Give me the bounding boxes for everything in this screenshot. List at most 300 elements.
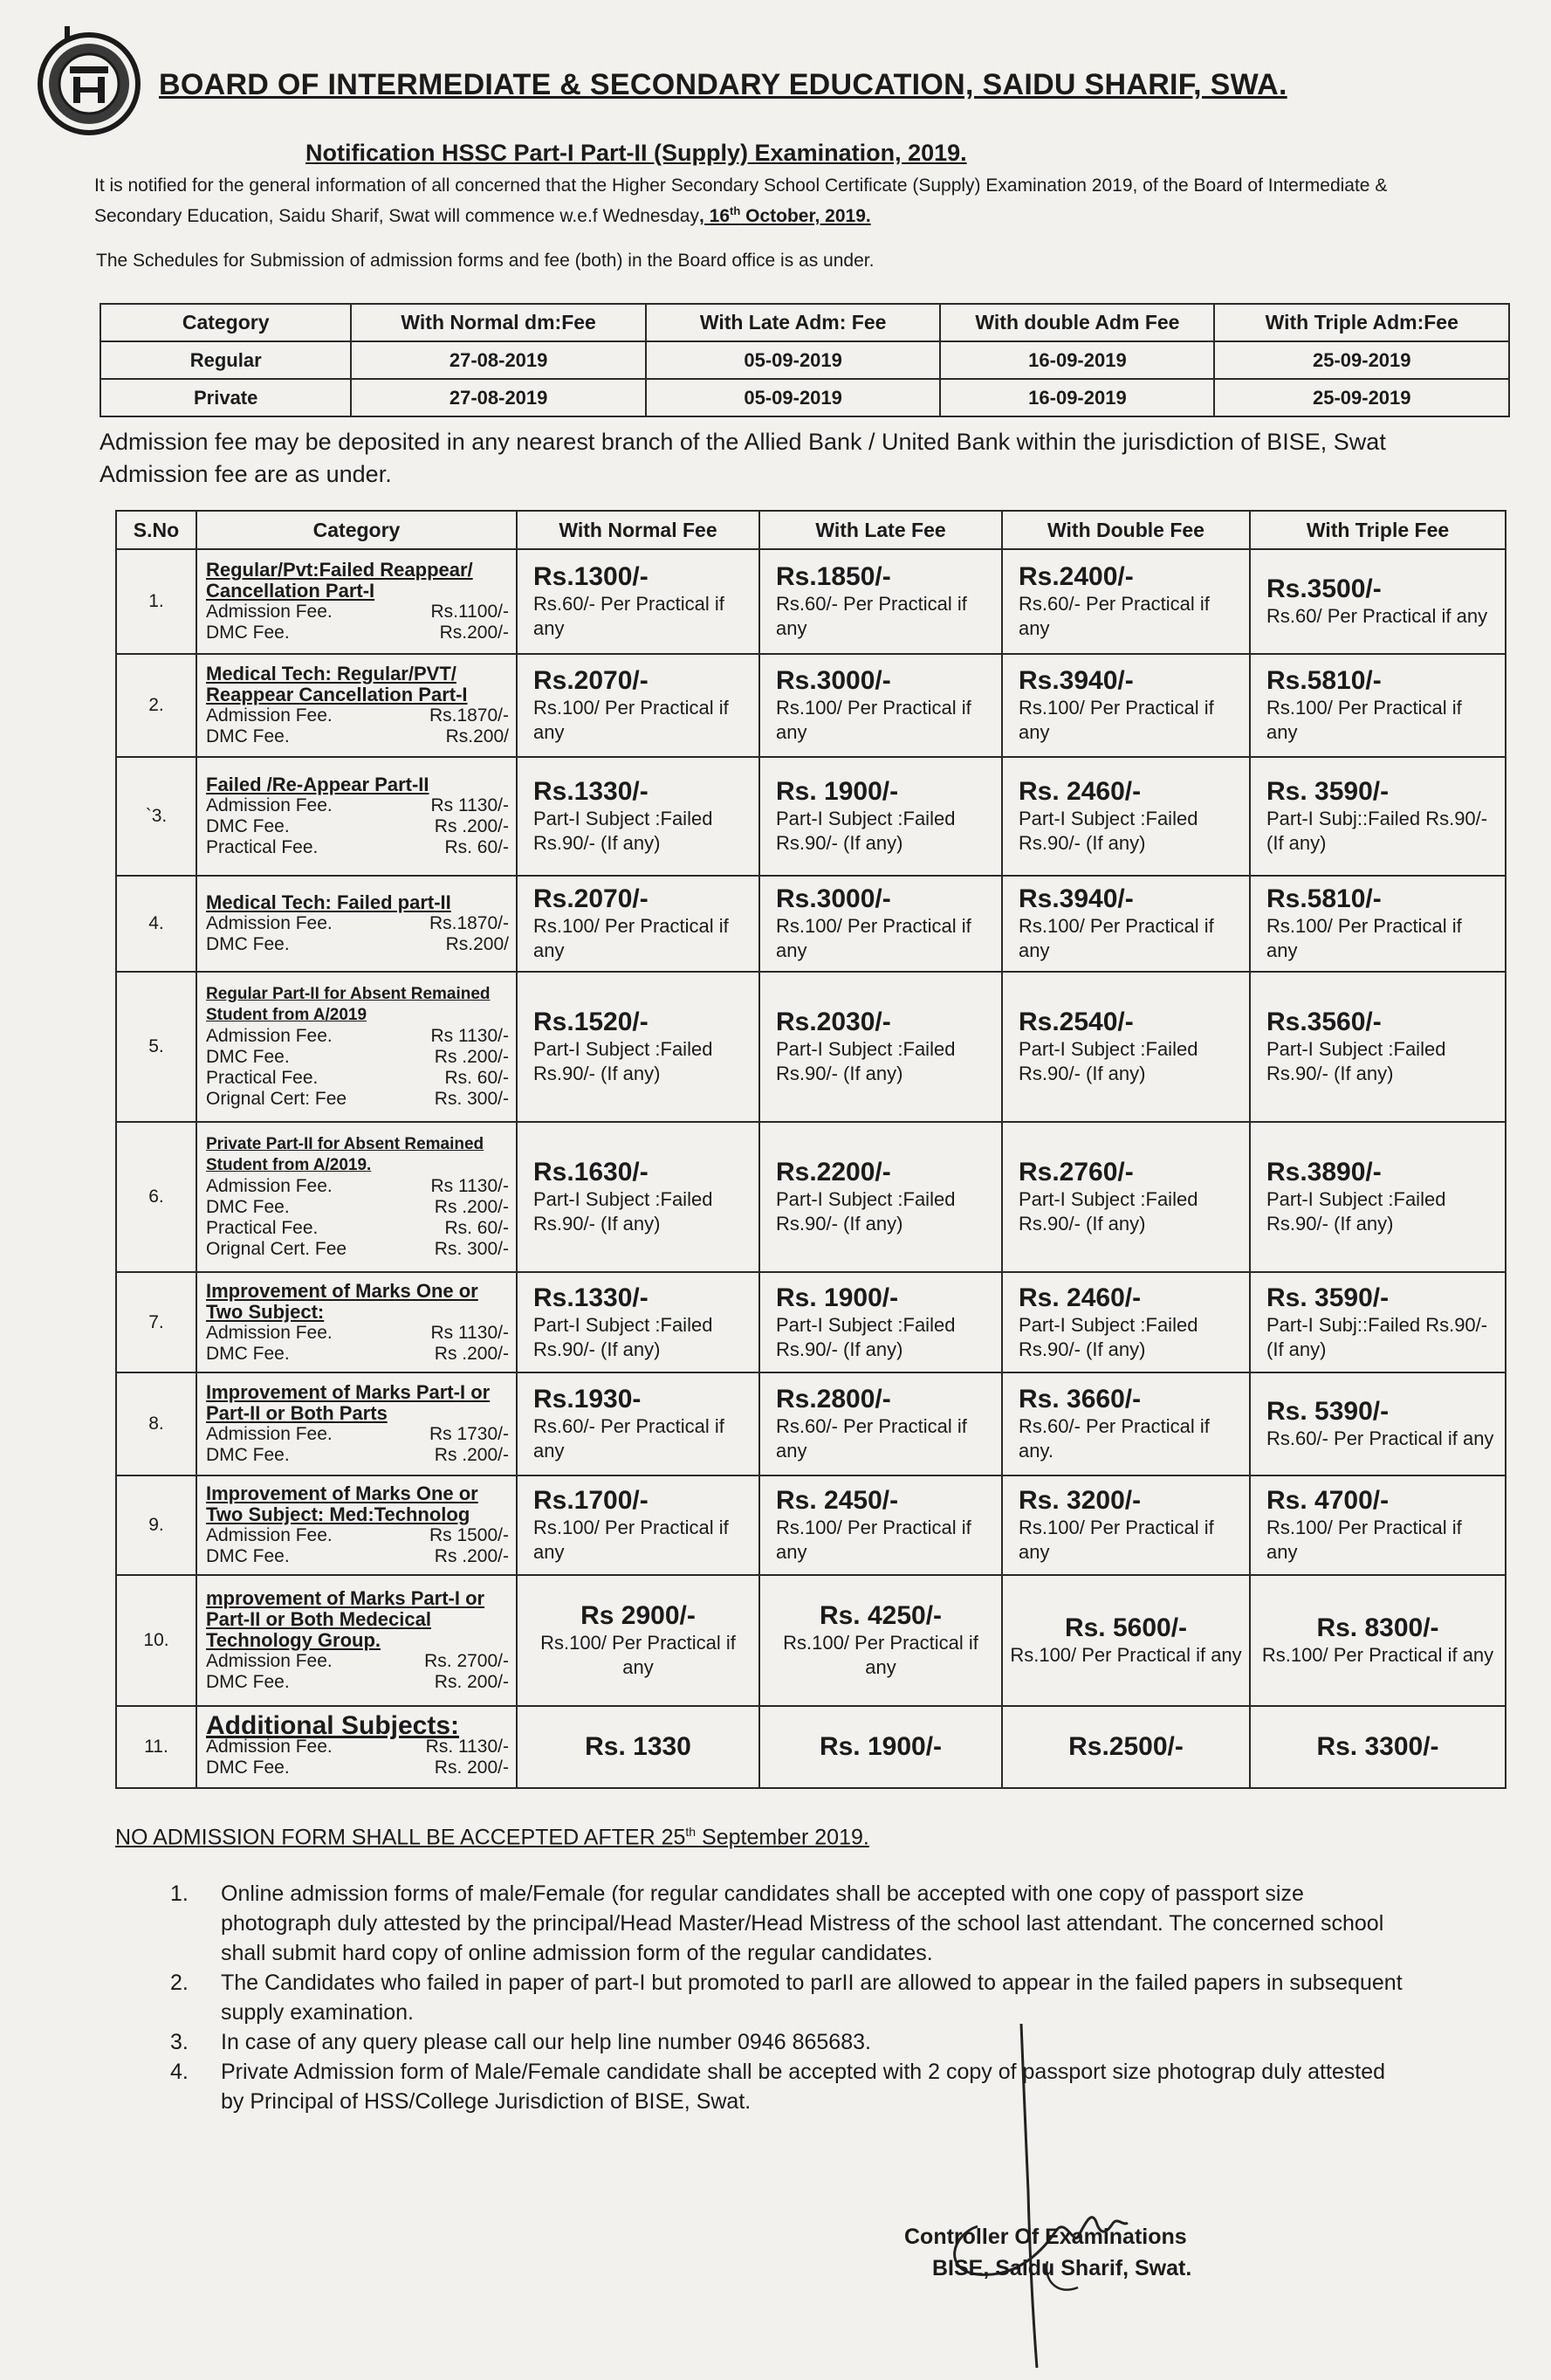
serial-number: 7. (116, 1272, 196, 1372)
fee-row (116, 876, 1506, 972)
fee-row (116, 549, 1506, 654)
fee-amount: Rs.5810/- (1266, 666, 1382, 695)
fee-amount: Rs.3500/- (1266, 574, 1382, 603)
fee-amount: Rs. 1330 (585, 1732, 691, 1761)
fee-cell (1250, 757, 1506, 876)
fee-component-amount: Rs. 1130/- (425, 1737, 509, 1757)
fee-header-cell: With Late Fee (759, 511, 1002, 549)
fee-component-amount: Rs .200/- (434, 1445, 509, 1465)
fee-cell (759, 876, 1002, 972)
fee-amount: Rs.1700/- (533, 1486, 649, 1515)
fee-row (116, 1372, 1506, 1475)
fee-practical-note: Rs.100/ Per Practical if any (776, 1517, 971, 1563)
note-text: In case of any query please call our help line number 0946 865683. (221, 2030, 871, 2054)
fee-practical-note: Part-I Subj::Failed Rs.90/- (If any) (1266, 1313, 1488, 1360)
note-number: 1. (170, 1881, 189, 1906)
fee-amount: Rs. 3590/- (1266, 777, 1390, 806)
fee-amount: Rs.3000/- (776, 884, 891, 913)
fee-component (206, 1026, 509, 1047)
fee-amount: Rs.2030/- (776, 1008, 891, 1036)
fee-amount: Rs.2200/- (776, 1158, 891, 1187)
fee-header-row (116, 511, 1506, 549)
schedule-header-row (100, 304, 1509, 341)
fee-header-cell: With Double Fee (1002, 511, 1250, 549)
fee-amount: Rs.2760/- (1019, 1158, 1134, 1187)
fee-amount: Rs.1520/- (533, 1008, 649, 1036)
fee-component-label: Admission Fee. (206, 705, 333, 726)
schedule-header-cell: With Late Adm: Fee (646, 304, 941, 341)
fee-practical-note: Rs.60/- Per Practical if any. (1019, 1415, 1210, 1462)
fee-component-label: Admission Fee. (206, 1737, 333, 1757)
fee-amount: Rs.2800/- (776, 1385, 891, 1414)
fee-cell (759, 1372, 1002, 1475)
fee-component-amount: Rs. 60/- (444, 1218, 509, 1238)
fee-component-amount: Rs 1500/- (429, 1525, 509, 1545)
fee-header-cell: Category (196, 511, 517, 549)
note-number: 3. (170, 2030, 189, 2054)
fee-amount: Rs. 1900/- (819, 1732, 943, 1761)
schedule-cell: 05-09-2019 (646, 379, 941, 416)
fee-amount: Rs. 3300/- (1316, 1732, 1439, 1761)
schedule-cell: 16-09-2019 (940, 341, 1214, 379)
schedule-cell: 05-09-2019 (646, 341, 941, 379)
fee-practical-note: Part-I Subject :Failed Rs.90/- (If any) (533, 1038, 713, 1084)
fee-amount: Rs 2900/- (580, 1601, 696, 1630)
fee-cell (759, 757, 1002, 876)
fee-component-amount: Rs .200/- (434, 1197, 509, 1217)
fee-component (206, 1089, 509, 1110)
fee-component-amount: Rs. 200/- (434, 1757, 509, 1778)
fee-amount: Rs. 3200/- (1019, 1486, 1142, 1515)
fee-amount: Rs.2500/- (1068, 1732, 1184, 1761)
fee-cell (1002, 1272, 1250, 1372)
fee-practical-note: Rs.100/ Per Practical if any (540, 1632, 736, 1678)
fee-component-amount: Rs. 60/- (444, 1068, 509, 1088)
fee-component-label: Admission Fee. (206, 1026, 333, 1046)
fee-amount: Rs. 2450/- (776, 1486, 899, 1515)
fee-amount: Rs. 1900/- (776, 777, 899, 806)
board-title: BOARD OF INTERMEDIATE & SECONDARY EDUCATION, SAIDU SHARIF, SWA. (159, 68, 1287, 101)
fee-row (116, 1122, 1506, 1272)
fee-amount: Rs. 5390/- (1266, 1397, 1390, 1426)
fee-cell (517, 876, 759, 972)
fee-component-amount: Rs. 200/- (434, 1672, 509, 1692)
fee-component (206, 1197, 509, 1218)
fee-cell (517, 1706, 759, 1788)
fee-component-label: Admission Fee. (206, 1651, 333, 1671)
fee-amount: Rs.3940/- (1019, 884, 1134, 913)
fee-component-amount: Rs.200/ (445, 934, 509, 954)
fee-amount: Rs.1330/- (533, 777, 649, 806)
fee-cell (517, 1575, 759, 1706)
fee-practical-note: Part-I Subject :Failed Rs.90/- (If any) (533, 1188, 713, 1235)
fee-component-amount: Rs 1130/- (430, 795, 509, 815)
note-item (170, 2057, 1410, 2116)
fee-practical-note: Rs.60/- Per Practical if any (776, 1415, 967, 1462)
fee-practical-note: Part-I Subject :Failed Rs.90/- (If any) (1019, 1038, 1198, 1084)
fee-row (116, 972, 1506, 1122)
fee-practical-note: Rs.100/ Per Practical if any (1266, 915, 1462, 961)
fee-amount: Rs. 4250/- (819, 1601, 943, 1630)
fee-category (196, 1706, 517, 1788)
fee-cell (517, 1272, 759, 1372)
fee-practical-note: Part-I Subject :Failed Rs.90/- (If any) (1266, 1188, 1446, 1235)
fee-practical-note: Rs.100/ Per Practical if any (533, 915, 729, 961)
fee-amount: Rs. 2460/- (1019, 1283, 1142, 1312)
fee-amount: Rs.3000/- (776, 666, 891, 695)
fee-component (206, 1176, 509, 1197)
fee-cell (517, 972, 759, 1122)
fee-component-label: Admission Fee. (206, 913, 333, 933)
schedule-cell: 16-09-2019 (940, 379, 1214, 416)
fee-cell (1250, 654, 1506, 757)
fee-header-cell: S.No (116, 511, 196, 549)
category-title: Improvement of Marks Part-I or Part-II or Both Parts (206, 1381, 491, 1424)
fee-cell (1002, 549, 1250, 654)
signatory-title: Controller Of Examinations (904, 2225, 1187, 2249)
notes-list (170, 1879, 1410, 2116)
fee-practical-note: Part-I Subject :Failed Rs.90/- (If any) (533, 1313, 713, 1360)
note-number: 4. (170, 2060, 189, 2084)
fee-category (196, 1122, 517, 1272)
fee-practical-note: Rs.100/ Per Practical if any (783, 1632, 978, 1678)
fee-cell (1002, 1475, 1250, 1575)
schedule-table (100, 303, 1510, 417)
serial-number: 9. (116, 1475, 196, 1575)
fee-cell (759, 1475, 1002, 1575)
category-title: Medical Tech: Failed part-II (206, 891, 451, 913)
fee-component (206, 837, 509, 858)
category-title: Regular/Pvt:Failed Reappear/ Cancellation Part-I (206, 559, 473, 602)
fee-cell (1002, 972, 1250, 1122)
fee-row (116, 1272, 1506, 1372)
fee-component-amount: Rs.1870/- (429, 913, 509, 933)
fee-cell (1250, 1122, 1506, 1272)
note-item (170, 1968, 1410, 2027)
fee-component-amount: Rs.200/ (445, 726, 509, 746)
schedule-cell: 25-09-2019 (1214, 379, 1509, 416)
fee-amount: Rs. 2460/- (1019, 777, 1142, 806)
fee-category (196, 1575, 517, 1706)
note-text: The Candidates who failed in paper of part-I but promoted to parII are allowed to appear in the failed papers in subsequent supply examination. (221, 1971, 1403, 2025)
fee-component-amount: Rs .200/- (434, 1047, 509, 1067)
fee-component (206, 913, 509, 934)
fee-component (206, 816, 509, 837)
fee-amount: Rs.1630/- (533, 1158, 649, 1187)
fee-practical-note: Rs.100/ Per Practical if any (533, 1517, 729, 1563)
fee-cell (517, 1372, 759, 1475)
fee-practical-note: Rs.100/ Per Practical if any (776, 697, 971, 743)
fee-component-amount: Rs 1130/- (430, 1176, 509, 1196)
fee-cell (759, 1706, 1002, 1788)
category-title: Medical Tech: Regular/PVT/ Reappear Cancellation Part-I (206, 663, 468, 705)
fee-component (206, 1344, 509, 1365)
fee-component-amount: Rs 1130/- (430, 1322, 509, 1343)
fee-cell (517, 654, 759, 757)
fee-row (116, 1575, 1506, 1706)
fee-practical-note: Part-I Subject :Failed Rs.90/- (If any) (1019, 1188, 1198, 1235)
fee-practical-note: Rs.100/ Per Practical if any (776, 915, 971, 961)
schedule-cell: Regular (100, 341, 351, 379)
serial-number: 1. (116, 549, 196, 654)
category-title: Improvement of Marks One or Two Subject: Med:Technolog (206, 1482, 478, 1525)
signatory-office: BISE, Saidu Sharif, Swat. (932, 2256, 1192, 2280)
fee-category (196, 1372, 517, 1475)
serial-number: `3. (116, 757, 196, 876)
schedule-header-cell: With Normal dm:Fee (351, 304, 646, 341)
fee-practical-note: Part-I Subject :Failed Rs.90/- (If any) (776, 808, 956, 854)
fee-cell (1250, 549, 1506, 654)
serial-number: 8. (116, 1372, 196, 1475)
fee-cell (1250, 1475, 1506, 1575)
fee-amount: Rs. 1900/- (776, 1283, 899, 1312)
signature-icon (925, 2008, 1222, 2375)
fee-component (206, 1424, 509, 1445)
serial-number: 6. (116, 1122, 196, 1272)
fee-component-label: DMC Fee. (206, 1445, 290, 1465)
fee-component-amount: Rs .200/- (434, 816, 509, 836)
fee-component (206, 795, 509, 816)
fee-practical-note: Rs.100/ Per Practical if any (1019, 1517, 1214, 1563)
fee-practical-note: Rs.100/ Per Practical if any (1019, 697, 1214, 743)
fee-practical-note: Rs.60/ Per Practical if any (1266, 605, 1488, 627)
fee-cell (759, 549, 1002, 654)
fee-note: Admission fee may be deposited in any nearest branch of the Allied Bank / United Bank within the jurisdiction of BISE, Swat Admission fee are as under. (100, 429, 1386, 487)
fee-component-label: Admission Fee. (206, 1176, 333, 1196)
fee-practical-note: Rs.100/ Per Practical if any (1261, 1644, 1494, 1666)
fee-component-amount: Rs .200/- (434, 1546, 509, 1566)
schedule-intro: The Schedules for Submission of admission forms and fee (both) in the Board office is as under. (96, 251, 875, 271)
fee-component-label: Practical Fee. (206, 837, 319, 857)
fee-component (206, 1672, 509, 1693)
fee-component (206, 1218, 509, 1239)
fee-cell (759, 1575, 1002, 1706)
fee-component (206, 602, 509, 623)
fee-practical-note: Rs.100/ Per Practical if any (1266, 697, 1462, 743)
fee-practical-note: Part-I Subject :Failed Rs.90/- (If any) (776, 1188, 956, 1235)
fee-cell (1002, 1372, 1250, 1475)
fee-component-label: Admission Fee. (206, 1322, 333, 1343)
fee-table (115, 510, 1506, 1789)
fee-practical-note: Rs.100/ Per Practical if any (1019, 915, 1214, 961)
fee-component (206, 705, 509, 726)
schedule-header-cell: With Triple Adm:Fee (1214, 304, 1509, 341)
fee-practical-note: Part-I Subject :Failed Rs.90/- (If any) (533, 808, 713, 854)
schedule-header-cell: Category (100, 304, 351, 341)
fee-component (206, 934, 509, 955)
fee-component-amount: Rs 1730/- (429, 1424, 509, 1444)
category-title: mprovement of Marks Part-I or Part-II or Both Medecical Technology Group. (206, 1587, 485, 1651)
fee-amount: Rs. 3590/- (1266, 1283, 1390, 1312)
serial-number: 2. (116, 654, 196, 757)
fee-component (206, 1525, 509, 1546)
fee-cell (517, 757, 759, 876)
fee-cell (1250, 1575, 1506, 1706)
fee-amount: Rs. 4700/- (1266, 1486, 1390, 1515)
fee-cell (1002, 1122, 1250, 1272)
fee-component (206, 1239, 509, 1260)
fee-practical-note: Rs.100/ Per Practical if any (1266, 1517, 1462, 1563)
commencement-date: , 16th October, 2019. (698, 204, 871, 226)
fee-row (116, 757, 1506, 876)
fee-component (206, 1757, 509, 1778)
fee-cell (1002, 757, 1250, 876)
fee-component-amount: Rs. 2700/- (424, 1651, 509, 1671)
fee-practical-note: Rs.100/ Per Practical if any (533, 697, 729, 743)
fee-component-label: DMC Fee. (206, 1672, 290, 1692)
category-title: Failed /Re-Appear Part-II (206, 774, 429, 795)
fee-component-amount: Rs.1870/- (429, 705, 509, 726)
fee-component (206, 1047, 509, 1068)
fee-amount: Rs.1850/- (776, 562, 891, 591)
fee-component-label: Admission Fee. (206, 795, 333, 815)
fee-component (206, 1323, 509, 1344)
fee-amount: Rs.2540/- (1019, 1008, 1134, 1036)
fee-practical-note: Part-I Subject :Failed Rs.90/- (If any) (776, 1313, 956, 1360)
intro-paragraph (94, 173, 1456, 229)
fee-row (116, 654, 1506, 757)
serial-number: 10. (116, 1575, 196, 1706)
fee-practical-note: Rs.100/ Per Practical if any (1010, 1644, 1242, 1666)
fee-amount: Rs.2070/- (533, 884, 649, 913)
fee-component-label: Practical Fee. (206, 1068, 319, 1088)
fee-cell (759, 1272, 1002, 1372)
fee-practical-note: Part-I Subj::Failed Rs.90/- (If any) (1266, 808, 1488, 854)
fee-component-label: Admission Fee. (206, 1424, 333, 1444)
fee-cell (1250, 876, 1506, 972)
fee-category (196, 972, 517, 1122)
schedule-cell: 27-08-2019 (351, 379, 646, 416)
fee-cell (1002, 1706, 1250, 1788)
fee-amount: Rs.2070/- (533, 666, 649, 695)
fee-component-label: DMC Fee. (206, 1546, 290, 1566)
fee-component-label: Admission Fee. (206, 1525, 333, 1545)
fee-component-label: DMC Fee. (206, 934, 290, 954)
schedule-cell: 27-08-2019 (351, 341, 646, 379)
fee-category (196, 1272, 517, 1372)
fee-component-label: Practical Fee. (206, 1218, 319, 1238)
fee-cell (1002, 654, 1250, 757)
fee-cell (759, 1122, 1002, 1272)
fee-component-label: DMC Fee. (206, 623, 290, 643)
category-title: Additional Subjects: (206, 1711, 460, 1740)
fee-category (196, 757, 517, 876)
fee-component-label: Orignal Cert. Fee (206, 1239, 347, 1259)
fee-category (196, 1475, 517, 1575)
schedule-cell: 25-09-2019 (1214, 341, 1509, 379)
fee-category (196, 876, 517, 972)
fee-component-amount: Rs. 300/- (434, 1089, 509, 1109)
fee-amount: Rs. 5600/- (1064, 1613, 1188, 1642)
fee-component-amount: Rs 1130/- (430, 1026, 509, 1046)
fee-component-label: DMC Fee. (206, 1757, 290, 1778)
serial-number: 11. (116, 1706, 196, 1788)
fee-practical-note: Rs.60/- Per Practical if any (776, 593, 967, 639)
fee-component-label: DMC Fee. (206, 1343, 290, 1364)
fee-component-amount: Rs. 300/- (434, 1239, 509, 1259)
fee-component-label: DMC Fee. (206, 1197, 290, 1217)
fee-practical-note: Part-I Subject :Failed Rs.90/- (If any) (1266, 1038, 1446, 1084)
fee-component (206, 1068, 509, 1089)
schedule-header-cell: With double Adm Fee (940, 304, 1214, 341)
fee-component-label: DMC Fee. (206, 1047, 290, 1067)
no-admission-deadline: NO ADMISSION FORM SHALL BE ACCEPTED AFTER 25th September 2019. (115, 1825, 869, 1850)
fee-component-amount: Rs.1100/- (430, 602, 509, 622)
fee-cell (517, 549, 759, 654)
fee-component (206, 726, 509, 747)
fee-practical-note: Part-I Subject :Failed Rs.90/- (If any) (1019, 1313, 1198, 1360)
fee-practical-note: Rs.60/- Per Practical if any (533, 593, 724, 639)
fee-row (116, 1706, 1506, 1788)
category-title: Regular Part-II for Absent Remained Student from A/2019 (206, 985, 491, 1024)
fee-cell (1002, 876, 1250, 972)
fee-cell (1250, 1372, 1506, 1475)
fee-practical-note: Rs.60/- Per Practical if any (533, 1415, 724, 1462)
note-number: 2. (170, 1971, 189, 1995)
fee-cell (1250, 972, 1506, 1122)
note-item (170, 1879, 1410, 1968)
intro-text: It is notified for the general information of all concerned that the Higher Secondary School Certificate (Supply) Examination 2019, of the Board of Intermediate & Secondary Education, Saidu Sharif, Swat will commence w.e.f Wednesday (94, 175, 1388, 226)
serial-number: 5. (116, 972, 196, 1122)
fee-component-label: Admission Fee. (206, 602, 333, 622)
fee-cell (517, 1122, 759, 1272)
fee-amount: Rs.1930- (533, 1385, 642, 1414)
fee-component-amount: Rs. 60/- (444, 837, 509, 857)
fee-amount: Rs. 3660/- (1019, 1385, 1142, 1414)
fee-component (206, 623, 509, 643)
notification-title: Notification HSSC Part-I Part-II (Supply) Examination, 2019. (305, 140, 967, 166)
fee-practical-note: Rs.60/- Per Practical if any (1019, 593, 1210, 639)
schedule-row (100, 379, 1509, 416)
fee-amount: Rs.2400/- (1019, 562, 1134, 591)
fee-cell (1002, 1575, 1250, 1706)
category-title: Improvement of Marks One or Two Subject: (206, 1279, 478, 1323)
category-title: Private Part-II for Absent Remained Student from A/2019. (206, 1135, 484, 1174)
fee-cell (1250, 1272, 1506, 1372)
fee-amount: Rs.3890/- (1266, 1158, 1382, 1187)
fee-component-label: DMC Fee. (206, 816, 290, 836)
fee-cell (1250, 1706, 1506, 1788)
fee-amount: Rs.3940/- (1019, 666, 1134, 695)
fee-component (206, 1651, 509, 1672)
fee-amount: Rs.1330/- (533, 1283, 649, 1312)
fee-practical-note: Part-I Subject :Failed Rs.90/- (If any) (776, 1038, 956, 1084)
schedule-cell: Private (100, 379, 351, 416)
fee-component (206, 1546, 509, 1567)
fee-row (116, 1475, 1506, 1575)
note-item (170, 2027, 1410, 2057)
fee-header-cell: With Triple Fee (1250, 511, 1506, 549)
note-text: Private Admission form of Male/Female candidate shall be accepted with 2 copy of passport size photograp duly attested by Principal of HSS/College Jurisdiction of BISE, Swat. (221, 2060, 1386, 2114)
fee-component (206, 1445, 509, 1466)
fee-amount: Rs.1300/- (533, 562, 649, 591)
fee-cell (759, 654, 1002, 757)
fee-amount: Rs.5810/- (1266, 884, 1382, 913)
fee-header-cell: With Normal Fee (517, 511, 759, 549)
fee-amount: Rs.3560/- (1266, 1008, 1382, 1036)
fee-component-amount: Rs .200/- (434, 1343, 509, 1364)
fee-component-label: Orignal Cert: Fee (206, 1089, 347, 1109)
fee-practical-note: Part-I Subject :Failed Rs.90/- (If any) (1019, 808, 1198, 854)
schedule-row (100, 341, 1509, 379)
fee-cell (759, 972, 1002, 1122)
fee-practical-note: Rs.60/- Per Practical if any (1266, 1427, 1494, 1449)
board-logo-icon (35, 16, 148, 138)
fee-component-label: DMC Fee. (206, 726, 290, 746)
fee-amount: Rs. 8300/- (1316, 1613, 1439, 1642)
fee-component-amount: Rs.200/- (439, 623, 509, 643)
fee-cell (517, 1475, 759, 1575)
